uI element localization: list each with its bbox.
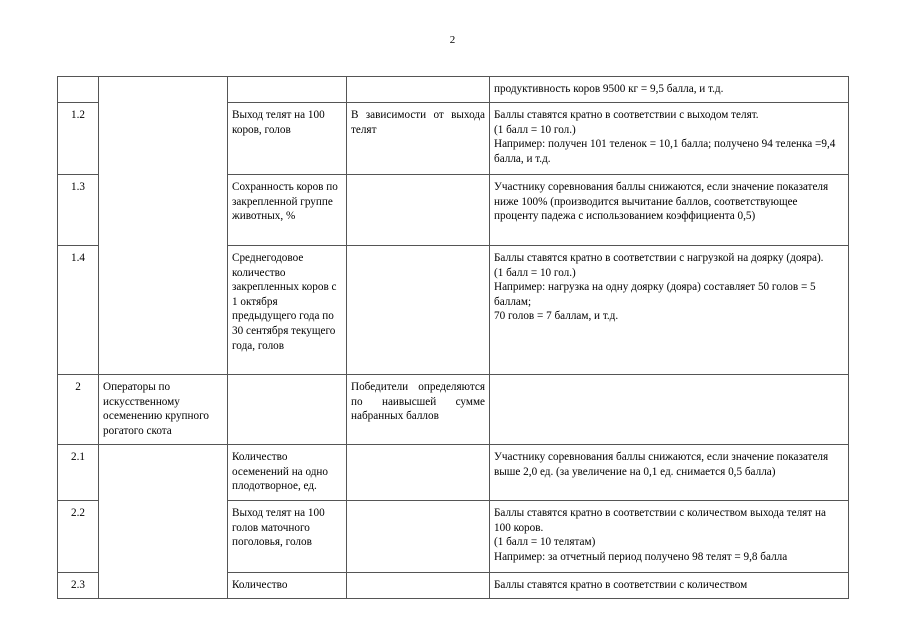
indicator-text: Сохранность коров по закрепленной группе животных, % [232, 181, 338, 223]
row-number: 1.3 [58, 175, 99, 246]
scoring-cell [490, 103, 849, 175]
indicator-text: Количество осеменений на одно плодотворное, ед. [232, 451, 328, 493]
table-row [58, 375, 849, 445]
determination-text: В зависимости от выхода телят [351, 109, 485, 136]
table-row [58, 445, 849, 501]
row-number: 2.1 [58, 445, 99, 501]
scoring-text: Баллы ставятся кратно в соответствии с нагрузкой на доярку (дояра). (1 балл = 10 гол.) Например: нагрузка на одну доярку (дояра) составляет 50 голов = 5 баллам; 70 голов = 7 баллам, и т.д. [494, 252, 824, 323]
category-cell [99, 375, 228, 445]
category-cell [99, 445, 228, 599]
scoring-cell [490, 77, 849, 103]
indicator-cell [228, 246, 347, 375]
determination-cell [347, 573, 490, 599]
scoring-cell [490, 573, 849, 599]
determination-cell [347, 445, 490, 501]
scoring-cell [490, 246, 849, 375]
indicator-cell [228, 375, 347, 445]
determination-cell [347, 375, 490, 445]
row-number: 2 [58, 375, 99, 445]
scoring-text: Участнику соревнования баллы снижаются, если значение показателя выше 2,0 ед. (за увеличение на 0,1 ед. снимается 0,5 балла) [494, 451, 829, 478]
table-row [58, 77, 849, 103]
row-number: 2.2 [58, 501, 99, 573]
category-cell [99, 77, 228, 375]
scoring-text: Баллы ставятся кратно в соответствии с выходом телят. (1 балл = 10 гол.) Например: получен 101 теленок = 10,1 балла; получено 94 теленка =9,4 балла, и т.д. [494, 109, 836, 165]
scoring-text: продуктивность коров 9500 кг = 9,5 балла, и т.д. [494, 83, 724, 95]
indicator-cell [228, 501, 347, 573]
row-number: 1.2 [58, 103, 99, 175]
scoring-cell [490, 501, 849, 573]
indicator-cell [228, 103, 347, 175]
scoring-cell [490, 375, 849, 445]
indicator-text: Количество [232, 579, 288, 591]
indicator-text: Выход телят на 100 коров, голов [232, 109, 325, 136]
indicator-text: Выход телят на 100 голов маточного поголовья, голов [232, 507, 325, 549]
determination-cell [347, 246, 490, 375]
indicator-cell [228, 77, 347, 103]
row-number: 2.3 [58, 573, 99, 599]
determination-cell [347, 103, 490, 175]
indicator-cell [228, 573, 347, 599]
indicator-cell [228, 175, 347, 246]
scoring-text: Участнику соревнования баллы снижаются, если значение показателя ниже 100% (производится вычитание баллов, соответствующее проценту падежа с использованием коэффициента 0,5) [494, 181, 829, 223]
row-number [58, 77, 99, 103]
determination-text: Победители определяются по наивысшей сумме набранных баллов [351, 381, 485, 423]
scoring-text: Баллы ставятся кратно в соответствии с количеством [494, 579, 748, 591]
page-number: 2 [449, 34, 456, 46]
scoring-text: Баллы ставятся кратно в соответствии с количеством выхода телят на 100 коров. (1 балл = 10 телятам) Например: за отчетный период получено 98 телят = 9,8 балла [494, 507, 826, 563]
indicator-text: Среднегодовое количество закрепленных коров с 1 октября предыдущего года по 30 сентября текущего года, голов [232, 252, 337, 352]
scoring-cell [490, 175, 849, 246]
indicator-cell [228, 445, 347, 501]
category-text: Операторы по искусственному осеменению крупного рогатого скота [103, 381, 210, 437]
determination-cell [347, 175, 490, 246]
scoring-cell [490, 445, 849, 501]
scoring-table [57, 76, 849, 599]
row-number: 1.4 [58, 246, 99, 375]
determination-cell [347, 501, 490, 573]
determination-cell [347, 77, 490, 103]
